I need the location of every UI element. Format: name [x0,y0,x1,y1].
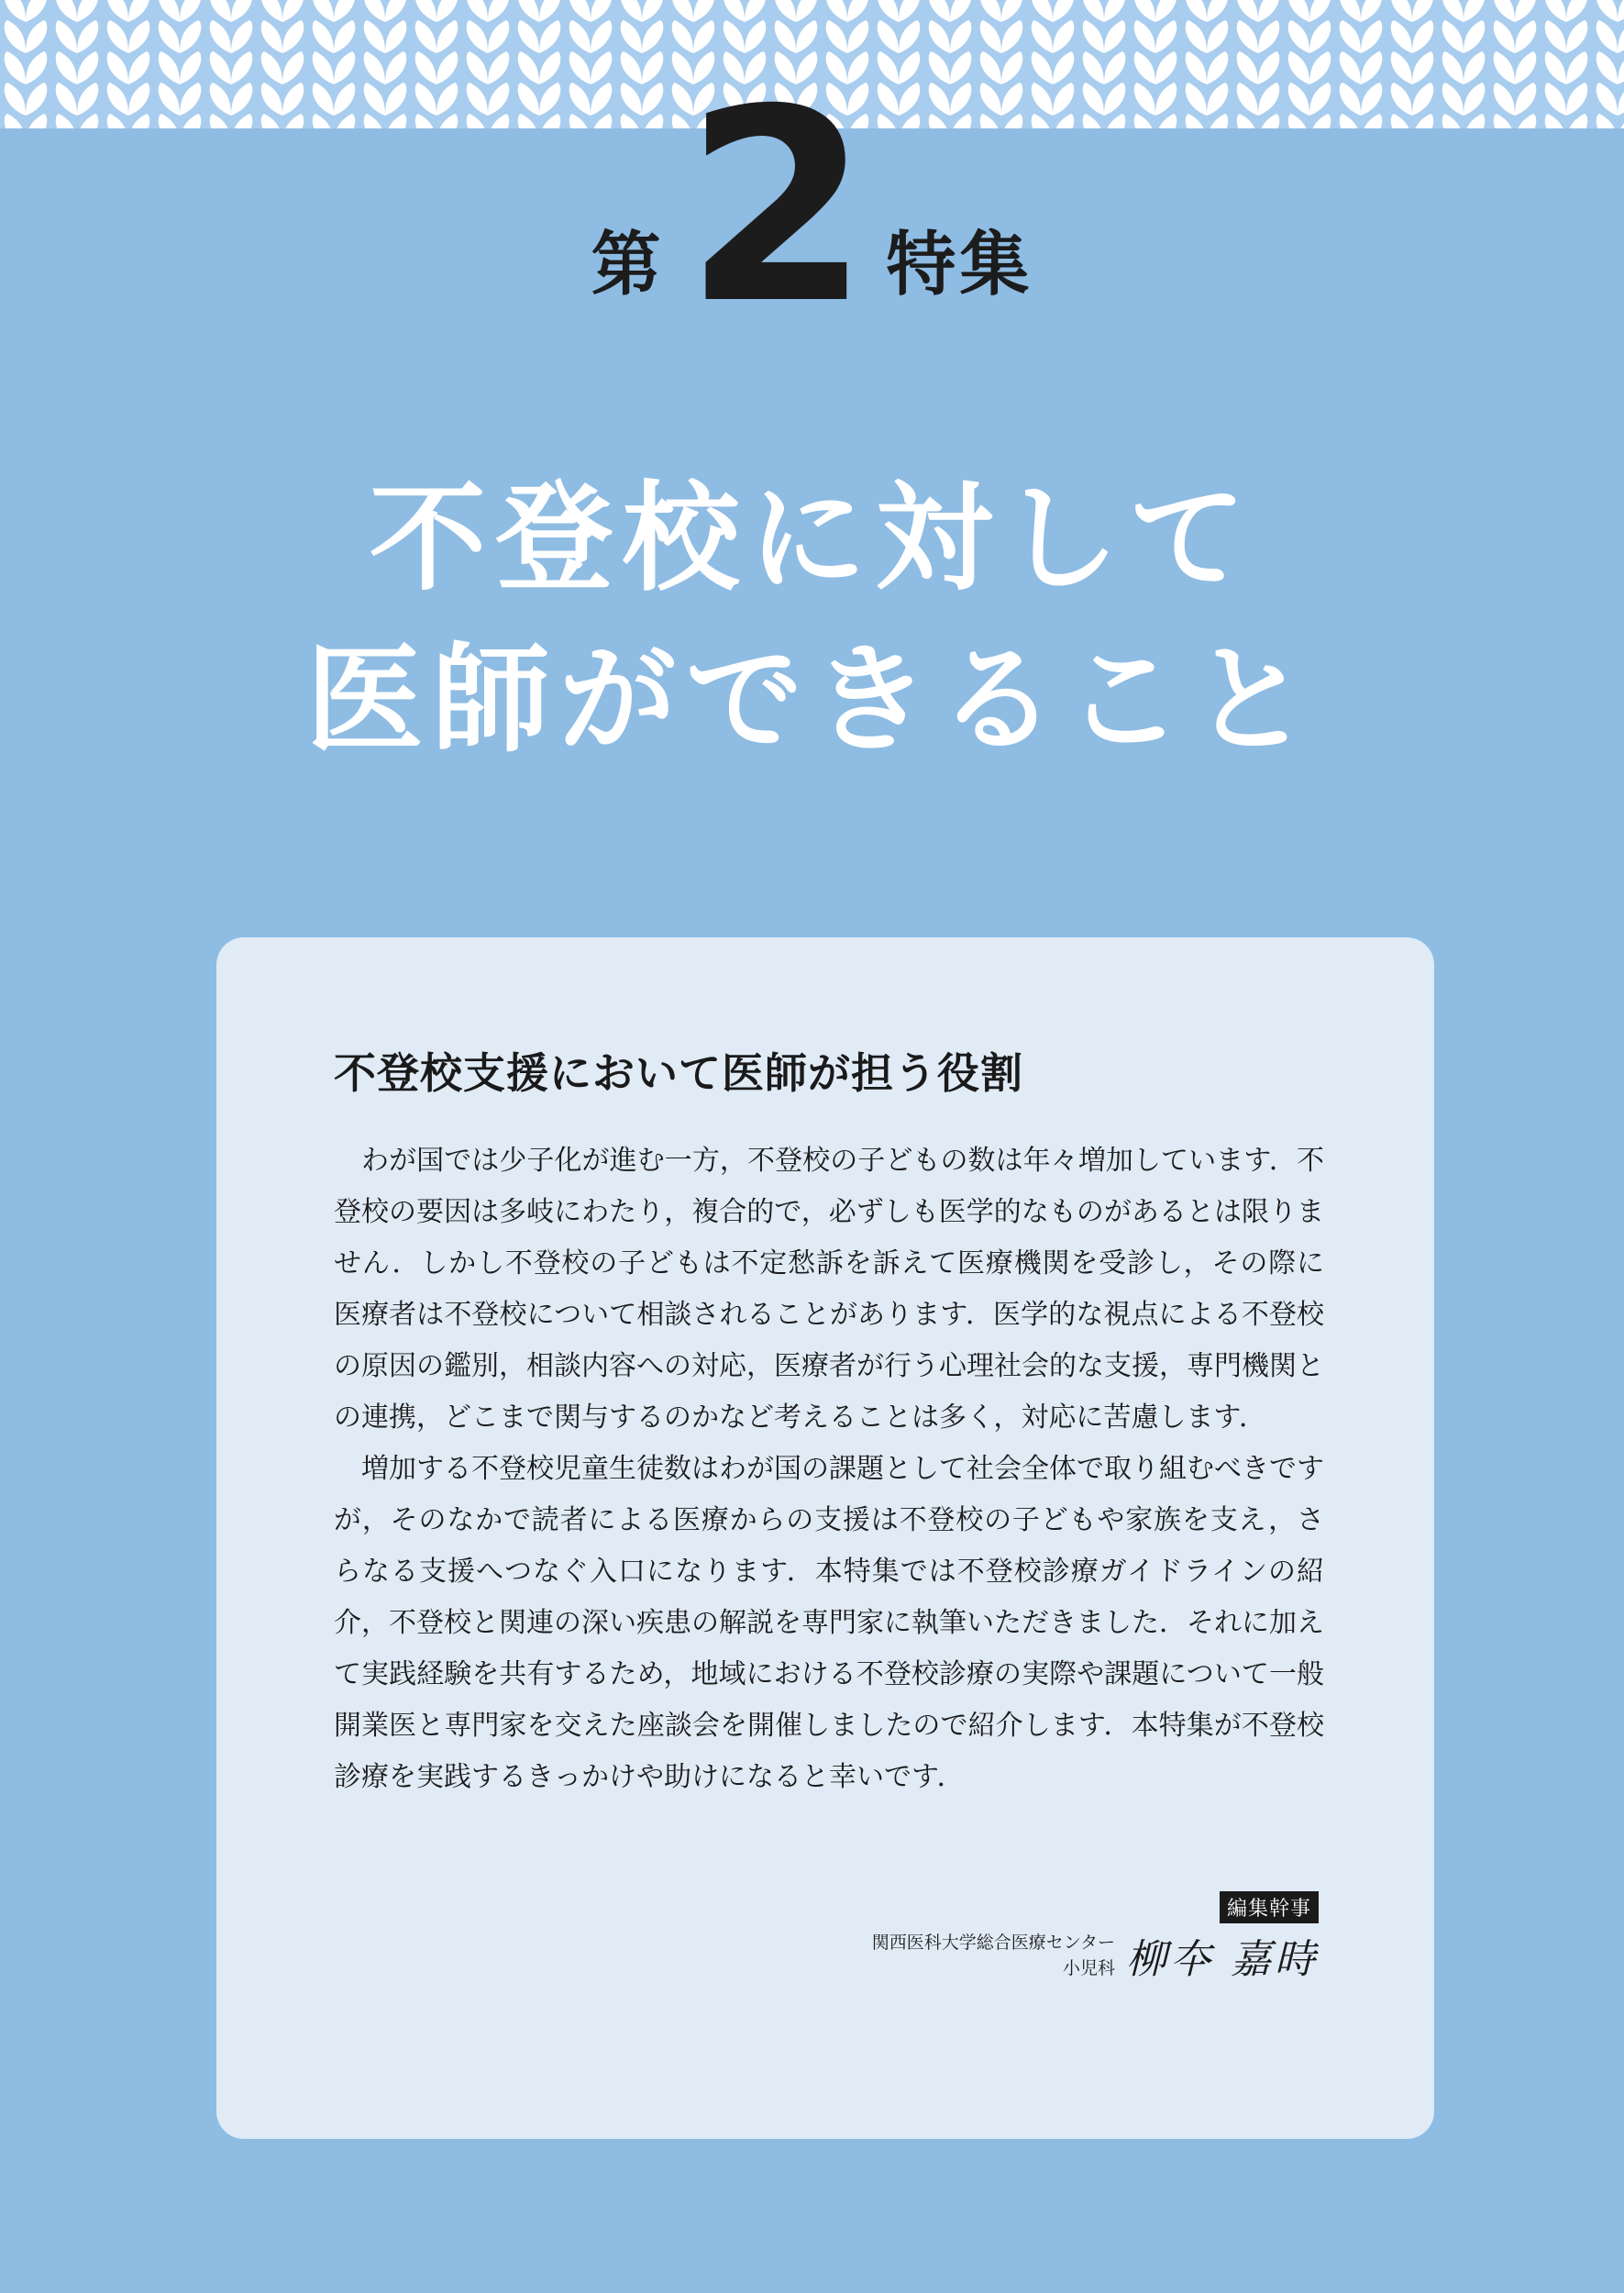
knit-stitch-right [488,20,509,53]
knit-stitch-left [210,0,231,22]
knit-stitch-left [878,0,899,22]
knit-stitch-left [1083,0,1104,22]
knit-stitch-left [1442,20,1464,53]
knit-stitch-right [1104,51,1125,84]
knit-stitch-right [1258,51,1279,84]
knit-stitch-right [128,51,149,84]
knit-stitch-right [899,20,920,53]
knit-stitch-left [1134,51,1155,84]
knit-stitch-right [26,0,47,22]
knit-stitch-left [621,20,642,53]
knit-stitch-right [1361,0,1382,22]
knit-stitch-right [385,20,406,53]
knit-stitch-right [539,20,560,53]
knit-stitch-right [642,20,663,53]
knit-stitch-right [1104,0,1125,22]
knit-stitch-left [1391,51,1412,84]
knit-stitch-right [1515,20,1536,53]
knit-stitch-right [26,20,47,53]
knit-stitch-right [1464,0,1485,22]
knit-stitch-right [128,20,149,53]
knit-stitch-left [775,0,796,22]
knit-stitch-right [693,0,714,22]
intro-card [216,937,1434,2139]
knit-stitch-right [1566,0,1587,22]
knit-stitch-left [1032,51,1053,84]
knit-stitch-left [5,0,26,22]
knit-stitch-left [467,0,488,22]
knit-stitch-right [796,0,817,22]
knit-stitch-left [313,20,334,53]
knit-stitch-right [282,20,304,53]
knit-stitch-right [1309,20,1331,53]
knit-stitch-right [1361,20,1382,53]
knit-stitch-left [1596,51,1618,84]
knit-stitch-right [1515,0,1536,22]
knit-stitch-right [1001,20,1022,53]
knit-stitch-left [1494,51,1515,84]
knit-stitch-right [1207,0,1228,22]
main-title-line-2: 医師ができること [305,632,1319,769]
knit-stitch-left [1596,0,1618,22]
knit-stitch-left [1186,0,1207,22]
knit-stitch-left [929,0,950,22]
knit-stitch-left [1186,51,1207,84]
knit-stitch-left [569,51,591,84]
knit-stitch-left [5,51,26,84]
editor-name: 柳夲 嘉時 [1126,1936,1319,1983]
knit-stitch-right [1258,20,1279,53]
knit-stitch-right [1361,51,1382,84]
knit-stitch-left [415,51,436,84]
knit-stitch-left [672,20,693,53]
knit-stitch-left [980,20,1001,53]
knit-stitch-left [1391,0,1412,22]
feature-number: 2 [684,53,867,362]
feature-prefix: 第 [591,223,665,305]
knit-stitch-left [107,51,128,84]
knit-stitch-left [364,0,385,22]
knit-stitch-right [334,51,355,84]
knit-stitch-right [950,20,971,53]
knit-stitch-right [796,20,817,53]
knit-stitch-left [210,20,231,53]
knit-stitch-left [775,20,796,53]
knit-stitch-left [313,51,334,84]
knit-stitch-right [1258,0,1279,22]
knit-stitch-left [415,0,436,22]
knit-stitch-right [591,51,612,84]
knit-stitch-left [261,20,282,53]
knit-stitch-right [1515,51,1536,84]
knit-stitch-left [621,0,642,22]
knit-stitch-right [385,0,406,22]
knit-stitch-right [1566,51,1587,84]
knit-stitch-right [231,51,252,84]
knit-stitch-right [180,0,201,22]
knit-stitch-right [436,51,458,84]
knit-stitch-right [1155,51,1177,84]
editor-role-badge: 編集幹事 [1220,1891,1319,1923]
knit-stitch-left [1288,20,1309,53]
body-paragraph-2: 増加する不登校児童生徒数はわが国の課題として社会全体で取り組むべきですが，そのなかで読者による医療からの支援は不登校の子どもや家族を支え，さらなる支援へつなぐ入口になります．本特集では不登校診療ガイドラインの紹介，不登校と関連の深い疾患の解説を専門家に執筆いただきました．それに加えて実践経験を共有するため，地域における不登校診療の実際や課題について一般開業医と専門家を交えた座談会を開催しましたので紹介します．本特集が不登校診療を実践するきっかけや助けになると幸いです． [334,1453,1324,1793]
knit-stitch-left [569,0,591,22]
knit-stitch-right [1001,51,1022,84]
editor-affiliation [872,1930,1115,1981]
knit-stitch-right [1566,20,1587,53]
knit-stitch-right [899,0,920,22]
knit-stitch-right [745,20,766,53]
knit-stitch-right [1309,0,1331,22]
knit-stitch-left [364,51,385,84]
knit-stitch-left [56,51,77,84]
knit-stitch-left [1442,0,1464,22]
knit-stitch-right [1207,20,1228,53]
knit-stitch-left [159,0,180,22]
knit-stitch-right [488,51,509,84]
knit-stitch-right [1412,20,1433,53]
knit-stitch-right [180,20,201,53]
knit-stitch-right [1618,0,1624,22]
knit-stitch-right [334,0,355,22]
knit-stitch-left [1596,20,1618,53]
knit-stitch-right [1104,20,1125,53]
knit-stitch-right [436,0,458,22]
knit-stitch-left [1288,51,1309,84]
knit-stitch-left [621,51,642,84]
knit-stitch-left [467,20,488,53]
knit-stitch-left [569,20,591,53]
knit-stitch-left [107,20,128,53]
knit-stitch-left [1083,20,1104,53]
knit-stitch-right [282,51,304,84]
knit-stitch-left [1442,51,1464,84]
knit-stitch-left [313,0,334,22]
knit-stitch-right [1618,51,1624,84]
knit-stitch-left [210,51,231,84]
knit-stitch-left [107,0,128,22]
knit-stitch-right [1155,0,1177,22]
knit-stitch-left [1494,20,1515,53]
knit-stitch-right [745,0,766,22]
knit-stitch-left [1134,20,1155,53]
knit-stitch-right [1618,20,1624,53]
knit-stitch-right [436,20,458,53]
knit-stitch-left [1083,51,1104,84]
knit-stitch-left [1032,20,1053,53]
knit-stitch-left [1134,0,1155,22]
knit-stitch-left [1545,51,1566,84]
knit-stitch-left [826,20,847,53]
knit-stitch-right [950,0,971,22]
knit-stitch-right [539,0,560,22]
knit-stitch-right [1412,51,1433,84]
knit-stitch-right [642,51,663,84]
knit-stitch-right [128,0,149,22]
knit-stitch-right [77,0,98,22]
knit-stitch-left [1340,20,1361,53]
knit-stitch-left [724,0,745,22]
knit-stitch-right [1053,20,1074,53]
knit-stitch-right [385,51,406,84]
main-title-line-1: 不登校に対して [369,471,1255,607]
knit-stitch-right [1053,51,1074,84]
knit-stitch-right [591,20,612,53]
knit-stitch-right [231,0,252,22]
knit-stitch-right [693,20,714,53]
knit-stitch-left [415,20,436,53]
knit-stitch-right [1053,0,1074,22]
knit-stitch-right [231,20,252,53]
knit-stitch-left [672,0,693,22]
knit-stitch-left [518,0,539,22]
knit-stitch-right [1412,0,1433,22]
knit-stitch-left [518,51,539,84]
knit-stitch-right [77,51,98,84]
feature-suffix: 特集 [886,223,1033,305]
affiliation-department: 小児科 [1062,1958,1115,1978]
knit-stitch-left [878,51,899,84]
knit-stitch-left [467,51,488,84]
knit-stitch-left [980,0,1001,22]
knit-stitch-right [539,51,560,84]
knit-stitch-right [77,20,98,53]
knit-stitch-right [488,0,509,22]
knit-stitch-left [159,51,180,84]
knit-stitch-right [334,20,355,53]
knit-stitch-left [1032,0,1053,22]
knit-stitch-left [1494,0,1515,22]
knit-stitch-right [180,51,201,84]
knit-stitch-right [282,0,304,22]
knit-stitch-left [261,51,282,84]
knit-stitch-right [642,0,663,22]
knit-stitch-left [1340,51,1361,84]
body-paragraph-1: わが国では少子化が進む一方，不登校の子どもの数は年々増加しています．不登校の要因は多岐にわたり，複合的で，必ずしも医学的なものがあるとは限りません．しかし不登校の子どもは不定愁訴を訴えて医療機関を受診し，その際に医療者は不登校について相談されることがあります．医学的な視点による不登校の原因の鑑別，相談内容への対応，医療者が行う心理社会的な支援，専門機関との連携，どこまで関与するのかなど考えることは多く，対応に苦慮します． [334,1145,1324,1434]
knit-stitch-left [980,51,1001,84]
knit-stitch-right [1001,0,1022,22]
knit-stitch-left [1237,0,1258,22]
knit-stitch-left [1237,20,1258,53]
knit-stitch-left [364,20,385,53]
knit-stitch-left [929,51,950,84]
knit-stitch-left [1391,20,1412,53]
knit-stitch-right [950,51,971,84]
knit-stitch-left [56,20,77,53]
main-title [0,459,1624,781]
knit-stitch-left [5,20,26,53]
knit-stitch-left [878,20,899,53]
card-heading: 不登校支援において医師が担う役割 [334,1048,1023,1098]
knit-stitch-left [1288,0,1309,22]
knit-stitch-right [1464,51,1485,84]
knit-stitch-left [1186,20,1207,53]
knit-stitch-left [724,20,745,53]
knit-stitch-left [159,20,180,53]
knit-stitch-right [899,51,920,84]
knit-stitch-right [26,51,47,84]
knit-stitch-right [847,20,868,53]
knit-stitch-right [1309,51,1331,84]
knit-stitch-left [826,0,847,22]
knit-stitch-left [1545,0,1566,22]
knit-stitch-right [591,0,612,22]
card-body [334,1135,1324,1803]
knit-stitch-left [929,20,950,53]
knit-stitch-left [56,0,77,22]
knit-stitch-left [261,0,282,22]
knit-stitch-left [1237,51,1258,84]
knit-stitch-left [1545,20,1566,53]
knit-stitch-left [1340,0,1361,22]
knit-stitch-left [518,20,539,53]
knit-stitch-right [847,0,868,22]
knit-stitch-right [1155,20,1177,53]
knit-stitch-right [1207,51,1228,84]
knit-stitch-right [1464,20,1485,53]
affiliation-institution: 関西医科大学総合医療センター [871,1933,1115,1953]
feature-number-heading [0,53,1624,362]
